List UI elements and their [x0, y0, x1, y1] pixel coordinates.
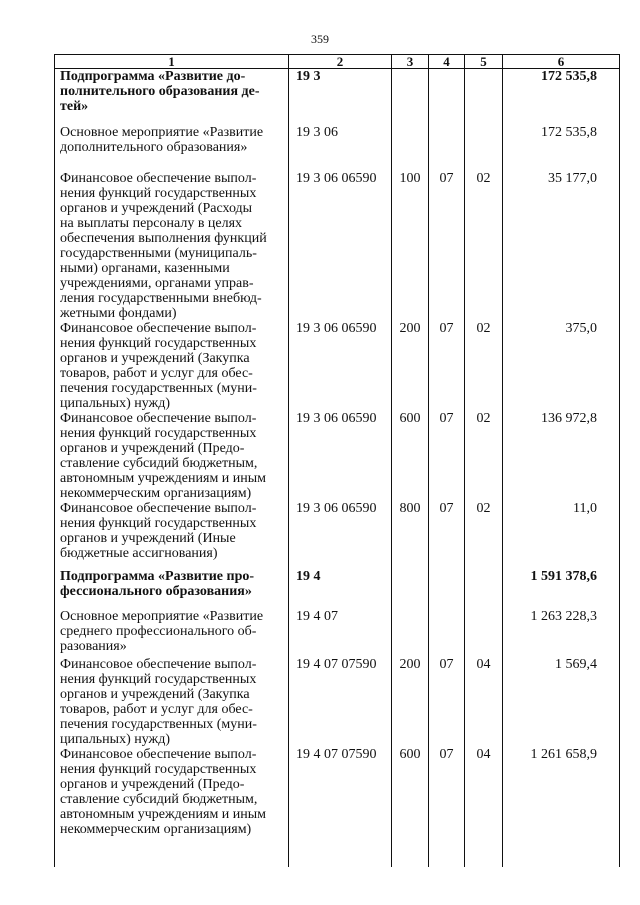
- row-description: Финансовое обеспечение выпол- нения функций государственных органов и учреждений (Предо- ставление субсидий бюджетным, автономным учреждениям и иным некоммерческим организациям): [55, 411, 289, 501]
- column-number-row: [55, 55, 620, 69]
- subsection-code: 04: [465, 747, 503, 867]
- expense-type-code: [392, 69, 429, 126]
- column-header: 2: [289, 55, 392, 69]
- table-row: [55, 747, 620, 867]
- amount: 1 591 378,6: [503, 569, 620, 609]
- table-row: [55, 321, 620, 411]
- budget-table: [54, 54, 620, 867]
- subsection-code: [465, 569, 503, 609]
- row-description: Финансовое обеспечение выпол- нения функций государственных органов и учреждений (Закупка товаров, работ и услуг для обес- печения государственных (муни- ципальных) нужд): [55, 321, 289, 411]
- row-description: Основное мероприятие «Развитие среднего профессионального об- разования»: [55, 609, 289, 657]
- table-row: [55, 171, 620, 321]
- row-description: Основное мероприятие «Развитие дополнительного образования»: [55, 125, 289, 171]
- section-code: [429, 125, 465, 171]
- expense-type-code: 200: [392, 321, 429, 411]
- expense-type-code: 600: [392, 411, 429, 501]
- section-code: 07: [429, 411, 465, 501]
- column-header: 1: [55, 55, 289, 69]
- target-article-code: 19 3: [289, 69, 392, 126]
- amount: 172 535,8: [503, 69, 620, 126]
- column-header: 3: [392, 55, 429, 69]
- subsection-code: [465, 69, 503, 126]
- amount: 172 535,8: [503, 125, 620, 171]
- table-row: [55, 411, 620, 501]
- amount: 1 263 228,3: [503, 609, 620, 657]
- table-row: [55, 569, 620, 609]
- target-article-code: 19 3 06 06590: [289, 321, 392, 411]
- table-row: [55, 609, 620, 657]
- target-article-code: 19 3 06 06590: [289, 171, 392, 321]
- row-description: Финансовое обеспечение выпол- нения функций государственных органов и учреждений (Предо- ставление субсидий бюджетным, автономным учреждениям и иным некоммерческим организациям): [55, 747, 289, 867]
- expense-type-code: 200: [392, 657, 429, 747]
- subsection-code: 02: [465, 411, 503, 501]
- amount: 35 177,0: [503, 171, 620, 321]
- section-code: [429, 609, 465, 657]
- target-article-code: 19 3 06 06590: [289, 411, 392, 501]
- section-code: 07: [429, 321, 465, 411]
- section-code: [429, 569, 465, 609]
- subsection-code: [465, 125, 503, 171]
- table-row: [55, 69, 620, 126]
- table-row: [55, 501, 620, 569]
- expense-type-code: [392, 609, 429, 657]
- subsection-code: 02: [465, 171, 503, 321]
- column-header: 4: [429, 55, 465, 69]
- target-article-code: 19 4 07 07590: [289, 657, 392, 747]
- expense-type-code: [392, 125, 429, 171]
- target-article-code: 19 4 07: [289, 609, 392, 657]
- amount: 375,0: [503, 321, 620, 411]
- subsection-code: 02: [465, 501, 503, 569]
- table-row: [55, 125, 620, 171]
- target-article-code: 19 3 06: [289, 125, 392, 171]
- target-article-code: 19 4 07 07590: [289, 747, 392, 867]
- expense-type-code: 100: [392, 171, 429, 321]
- expense-type-code: 600: [392, 747, 429, 867]
- section-code: 07: [429, 501, 465, 569]
- section-code: 07: [429, 171, 465, 321]
- subsection-code: 02: [465, 321, 503, 411]
- row-description: Финансовое обеспечение выпол- нения функций государственных органов и учреждений (Расходы на выплаты персоналу в целях обеспечения выполнения функций государственными (муниципаль- ными) органами, казенными учреждениями, органами управ- ления государственными внебюд- жетными фондами): [55, 171, 289, 321]
- subsection-code: [465, 609, 503, 657]
- expense-type-code: 800: [392, 501, 429, 569]
- target-article-code: 19 3 06 06590: [289, 501, 392, 569]
- row-description: Подпрограмма «Развитие до- полнительного образования де- тей»: [55, 69, 289, 126]
- amount: 1 261 658,9: [503, 747, 620, 867]
- row-description: Финансовое обеспечение выпол- нения функций государственных органов и учреждений (Закупка товаров, работ и услуг для обес- печения государственных (муни- ципальных) нужд): [55, 657, 289, 747]
- section-code: 07: [429, 747, 465, 867]
- row-description: Финансовое обеспечение выпол- нения функций государственных органов и учреждений (Иные бюджетные ассигнования): [55, 501, 289, 569]
- amount: 1 569,4: [503, 657, 620, 747]
- section-code: [429, 69, 465, 126]
- column-header: 6: [503, 55, 620, 69]
- column-header: 5: [465, 55, 503, 69]
- amount: 11,0: [503, 501, 620, 569]
- amount: 136 972,8: [503, 411, 620, 501]
- section-code: 07: [429, 657, 465, 747]
- row-description: Подпрограмма «Развитие про- фессионального образования»: [55, 569, 289, 609]
- table-row: [55, 657, 620, 747]
- expense-type-code: [392, 569, 429, 609]
- target-article-code: 19 4: [289, 569, 392, 609]
- page-number: 359: [311, 32, 329, 46]
- subsection-code: 04: [465, 657, 503, 747]
